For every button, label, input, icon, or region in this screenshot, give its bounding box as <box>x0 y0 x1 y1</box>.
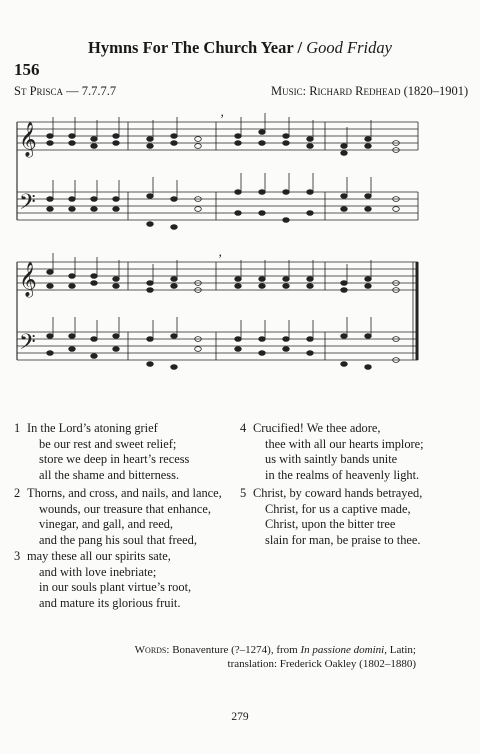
music-credit: Music: Richard Redhead (1820–1901) <box>271 84 469 98</box>
words-source-line <box>135 643 416 657</box>
verse-number: 2 <box>14 486 21 500</box>
hymn-number: 156 <box>14 60 40 79</box>
verse-line: be our rest and sweet relief; <box>39 436 177 451</box>
words-credit <box>135 643 416 671</box>
verse-line: Thorns, and cross, and nails, and lance, <box>27 486 222 500</box>
verse-line: and mature its glorious fruit. <box>39 595 181 610</box>
verse-5 <box>240 486 423 548</box>
verse-line: In the Lord’s atoning grief <box>27 421 158 435</box>
verse-3 <box>14 549 192 611</box>
verse-number: 1 <box>14 421 21 435</box>
verse-line: and with love inebriate; <box>39 564 157 579</box>
score-system-1 <box>0 112 480 238</box>
verse-number: 5 <box>240 486 247 500</box>
breath-mark: ’ <box>220 112 225 126</box>
verse-line: store we deep in heart’s recess <box>39 452 190 467</box>
section-title: Hymns For The Church Year <box>88 38 294 57</box>
words-author: Bonaventure (?–1274), from <box>169 644 301 656</box>
verse-number: 4 <box>240 421 247 435</box>
verse-line: in our souls plant virtue’s root, <box>39 580 192 595</box>
verse-line: us with saintly bands unite <box>265 452 398 467</box>
verse-number: 3 <box>14 549 21 563</box>
translation-credit: translation: Frederick Oakley (1802–1880) <box>227 658 416 670</box>
treble-clef-icon: 𝄞 <box>19 262 37 297</box>
words-source-title: In passione domini <box>300 644 385 656</box>
treble-clef-icon: 𝄞 <box>19 122 37 157</box>
verse-4 <box>240 421 424 483</box>
page-number: 279 <box>231 711 249 723</box>
verse-line: all the shame and bitterness. <box>39 467 180 482</box>
bass-clef-icon: 𝄢 <box>19 330 36 360</box>
verse-line: Christ, by coward hands betrayed, <box>253 486 423 500</box>
score-system-2 <box>0 252 480 378</box>
verse-line: thee with all our hearts implore; <box>265 436 424 451</box>
breath-mark: ’ <box>218 252 223 266</box>
verse-line: in the realms of heavenly light. <box>265 467 420 482</box>
verse-line: slain for man, be praise to thee. <box>265 532 421 547</box>
verse-line: vinegar, and gall, and reed, <box>39 517 174 532</box>
header-separator: / <box>293 38 307 57</box>
bass-clef-icon: 𝄢 <box>19 190 36 220</box>
verse-line: may these all our spirits sate, <box>27 549 171 563</box>
words-language: , Latin; <box>384 644 416 656</box>
verse-2 <box>14 486 222 548</box>
verse-line: Crucified! We thee adore, <box>253 421 381 435</box>
verse-1 <box>14 421 190 483</box>
section-subtitle: Good Friday <box>306 38 392 57</box>
tune-name: St Prisca — 7.7.7.7 <box>14 84 117 98</box>
verse-line: Christ, upon the bitter tree <box>265 517 396 532</box>
page-header <box>0 38 480 58</box>
verse-line: and the pang his soul that freed, <box>39 532 197 547</box>
verse-line: wounds, our treasure that enhance, <box>39 501 212 516</box>
verse-line: Christ, for us a captive made, <box>265 501 411 516</box>
words-label: Words: <box>134 644 170 656</box>
